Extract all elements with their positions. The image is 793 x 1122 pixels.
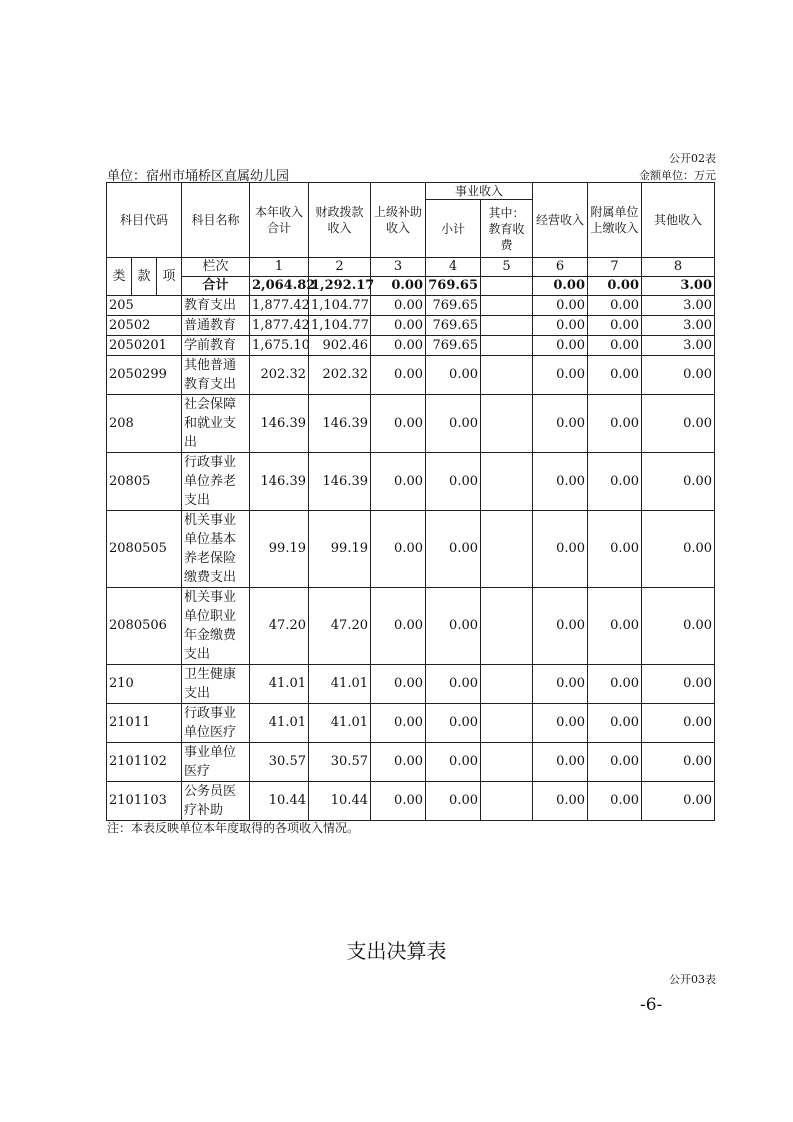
value-cell: 0.00: [588, 665, 642, 704]
value-cell: 0.00: [533, 395, 588, 453]
table-row: [107, 704, 715, 743]
value-cell: 0.00: [426, 356, 481, 395]
value-cell: 0.00: [588, 336, 642, 356]
col-number: 6: [533, 258, 588, 277]
value-cell: 0.00: [426, 511, 481, 588]
value-cell: 0.00: [371, 588, 426, 665]
value-cell: 0.00: [371, 356, 426, 395]
value-cell: 0.00: [588, 296, 642, 316]
col-number: 3: [371, 258, 426, 277]
col-number: 4: [426, 258, 481, 277]
form-code-next: 公开03表: [669, 973, 716, 986]
value-cell: 0.00: [371, 316, 426, 336]
table-note: 注：本表反映单位本年度取得的各项收入情况。: [107, 821, 360, 835]
subject-code-cell: 210: [107, 665, 182, 704]
value-cell: 1,104.77: [309, 316, 371, 336]
value-cell: [481, 316, 533, 336]
value-cell: 10.44: [250, 782, 309, 821]
value-cell: 41.01: [309, 704, 371, 743]
header-subject-name: 科目名称: [182, 183, 250, 258]
header-business-income: 事业收入: [426, 183, 533, 200]
value-cell: [481, 743, 533, 782]
value-cell: 0.00: [371, 782, 426, 821]
subject-name-cell: 事业单位医疗: [182, 743, 250, 782]
value-cell: 0.00: [588, 743, 642, 782]
value-cell: [481, 453, 533, 511]
subject-name-cell: 机关事业单位职业年金缴费支出: [182, 588, 250, 665]
amount-unit-label: 金额单位：万元: [639, 169, 716, 182]
table-row: [107, 782, 715, 821]
value-cell: 0.00: [533, 782, 588, 821]
subject-code-cell: 2080506: [107, 588, 182, 665]
value-cell: 769.65: [426, 296, 481, 316]
total-label: 合计: [182, 277, 250, 296]
header-lei: 类: [107, 258, 132, 296]
value-cell: 0.00: [533, 743, 588, 782]
total-cell: 0.00: [533, 277, 588, 296]
header-other-income: 其他收入: [642, 183, 715, 258]
value-cell: 3.00: [642, 296, 715, 316]
value-cell: 1,675.10: [250, 336, 309, 356]
table-row: [107, 395, 715, 453]
subject-code-cell: 2101102: [107, 743, 182, 782]
value-cell: 0.00: [642, 453, 715, 511]
value-cell: 0.00: [371, 296, 426, 316]
value-cell: 0.00: [588, 316, 642, 336]
value-cell: [481, 336, 533, 356]
unit-label: 单位：宿州市埇桥区直属幼儿园: [107, 169, 290, 184]
value-cell: 1,877.42: [250, 316, 309, 336]
value-cell: 0.00: [588, 453, 642, 511]
subject-code-cell: 2050201: [107, 336, 182, 356]
value-cell: 0.00: [642, 782, 715, 821]
value-cell: 0.00: [642, 743, 715, 782]
value-cell: 0.00: [642, 588, 715, 665]
value-cell: 10.44: [309, 782, 371, 821]
value-cell: 0.00: [426, 453, 481, 511]
subject-name-cell: 卫生健康支出: [182, 665, 250, 704]
value-cell: 0.00: [642, 356, 715, 395]
header-total-income: 本年收入合计: [250, 183, 309, 258]
value-cell: 0.00: [426, 704, 481, 743]
table-row: [107, 296, 715, 316]
income-table: [106, 182, 715, 821]
value-cell: 0.00: [533, 665, 588, 704]
value-cell: 0.00: [533, 296, 588, 316]
value-cell: 0.00: [371, 704, 426, 743]
table-row: [107, 316, 715, 336]
value-cell: 0.00: [371, 665, 426, 704]
header-edu-fee: 其中：教育收费: [481, 200, 533, 258]
total-cell: 1,292.17: [309, 277, 371, 296]
value-cell: 769.65: [426, 336, 481, 356]
header-fiscal-appropriation: 财政拨款收入: [309, 183, 371, 258]
value-cell: 30.57: [309, 743, 371, 782]
value-cell: [481, 588, 533, 665]
value-cell: 41.01: [250, 665, 309, 704]
value-cell: 0.00: [371, 336, 426, 356]
subject-name-cell: 教育支出: [182, 296, 250, 316]
value-cell: [481, 704, 533, 743]
col-number: 7: [588, 258, 642, 277]
value-cell: [481, 296, 533, 316]
value-cell: 0.00: [642, 395, 715, 453]
value-cell: 146.39: [309, 395, 371, 453]
value-cell: 0.00: [533, 316, 588, 336]
value-cell: 0.00: [642, 665, 715, 704]
table-row: [107, 453, 715, 511]
value-cell: 0.00: [426, 665, 481, 704]
value-cell: 0.00: [588, 356, 642, 395]
subject-code-cell: 2080505: [107, 511, 182, 588]
subject-code-cell: 205: [107, 296, 182, 316]
table-row: [107, 665, 715, 704]
value-cell: 0.00: [371, 511, 426, 588]
value-cell: 0.00: [426, 395, 481, 453]
value-cell: 0.00: [371, 743, 426, 782]
value-cell: 0.00: [533, 704, 588, 743]
page-number: -6-: [640, 995, 663, 1015]
value-cell: 99.19: [250, 511, 309, 588]
header-affiliated-income: 附属单位上缴收入: [588, 183, 642, 258]
col-number: 1: [250, 258, 309, 277]
value-cell: 0.00: [533, 356, 588, 395]
value-cell: 0.00: [533, 588, 588, 665]
header-subtotal: 小计: [426, 200, 481, 258]
value-cell: 3.00: [642, 316, 715, 336]
value-cell: 0.00: [426, 743, 481, 782]
total-row: [107, 277, 715, 296]
value-cell: 1,877.42: [250, 296, 309, 316]
header-xiang: 项: [157, 258, 182, 296]
value-cell: 0.00: [642, 511, 715, 588]
value-cell: 0.00: [533, 336, 588, 356]
value-cell: [481, 782, 533, 821]
value-cell: [481, 665, 533, 704]
subject-name-cell: 学前教育: [182, 336, 250, 356]
header-subject-code: 科目代码: [107, 183, 182, 258]
value-cell: 202.32: [250, 356, 309, 395]
value-cell: 0.00: [533, 511, 588, 588]
value-cell: 47.20: [309, 588, 371, 665]
table-row: [107, 356, 715, 395]
header-kuan: 款: [132, 258, 157, 296]
col-number: 8: [642, 258, 715, 277]
subject-name-cell: 行政事业单位养老支出: [182, 453, 250, 511]
value-cell: 0.00: [426, 588, 481, 665]
subject-name-cell: 社会保障和就业支出: [182, 395, 250, 453]
section-title: 支出决算表: [346, 939, 447, 963]
table-row: [107, 336, 715, 356]
table-row: [107, 588, 715, 665]
form-code: 公开02表: [669, 152, 716, 165]
value-cell: 0.00: [426, 782, 481, 821]
value-cell: 146.39: [309, 453, 371, 511]
value-cell: 0.00: [588, 782, 642, 821]
subject-code-cell: 21011: [107, 704, 182, 743]
total-cell: 0.00: [371, 277, 426, 296]
value-cell: 146.39: [250, 395, 309, 453]
table-row: [107, 511, 715, 588]
value-cell: 0.00: [588, 704, 642, 743]
value-cell: [481, 356, 533, 395]
value-cell: 146.39: [250, 453, 309, 511]
subject-name-cell: 普通教育: [182, 316, 250, 336]
header-operating-income: 经营收入: [533, 183, 588, 258]
header-superior-subsidy: 上级补助收入: [371, 183, 426, 258]
value-cell: 0.00: [371, 395, 426, 453]
total-cell: 0.00: [588, 277, 642, 296]
value-cell: 0.00: [588, 588, 642, 665]
subject-code-cell: 20502: [107, 316, 182, 336]
value-cell: 1,104.77: [309, 296, 371, 316]
col-number: 2: [309, 258, 371, 277]
subject-code-cell: 2050299: [107, 356, 182, 395]
value-cell: 0.00: [642, 704, 715, 743]
subject-name-cell: 其他普通教育支出: [182, 356, 250, 395]
value-cell: 41.01: [250, 704, 309, 743]
total-cell: 3.00: [642, 277, 715, 296]
subject-code-cell: 2101103: [107, 782, 182, 821]
value-cell: 902.46: [309, 336, 371, 356]
subject-name-cell: 机关事业单位基本养老保险缴费支出: [182, 511, 250, 588]
value-cell: 0.00: [371, 453, 426, 511]
value-cell: 30.57: [250, 743, 309, 782]
table-row: [107, 743, 715, 782]
value-cell: 769.65: [426, 316, 481, 336]
value-cell: 47.20: [250, 588, 309, 665]
subject-code-cell: 208: [107, 395, 182, 453]
value-cell: 0.00: [588, 511, 642, 588]
value-cell: 0.00: [588, 395, 642, 453]
header-lanci: 栏次: [182, 258, 250, 277]
total-cell: 2,064.82: [250, 277, 309, 296]
value-cell: [481, 395, 533, 453]
value-cell: 41.01: [309, 665, 371, 704]
value-cell: 202.32: [309, 356, 371, 395]
total-cell: [481, 277, 533, 296]
value-cell: 0.00: [533, 453, 588, 511]
subject-name-cell: 行政事业单位医疗: [182, 704, 250, 743]
value-cell: [481, 511, 533, 588]
value-cell: 3.00: [642, 336, 715, 356]
subject-name-cell: 公务员医疗补助: [182, 782, 250, 821]
col-number: 5: [481, 258, 533, 277]
subject-code-cell: 20805: [107, 453, 182, 511]
total-cell: 769.65: [426, 277, 481, 296]
value-cell: 99.19: [309, 511, 371, 588]
